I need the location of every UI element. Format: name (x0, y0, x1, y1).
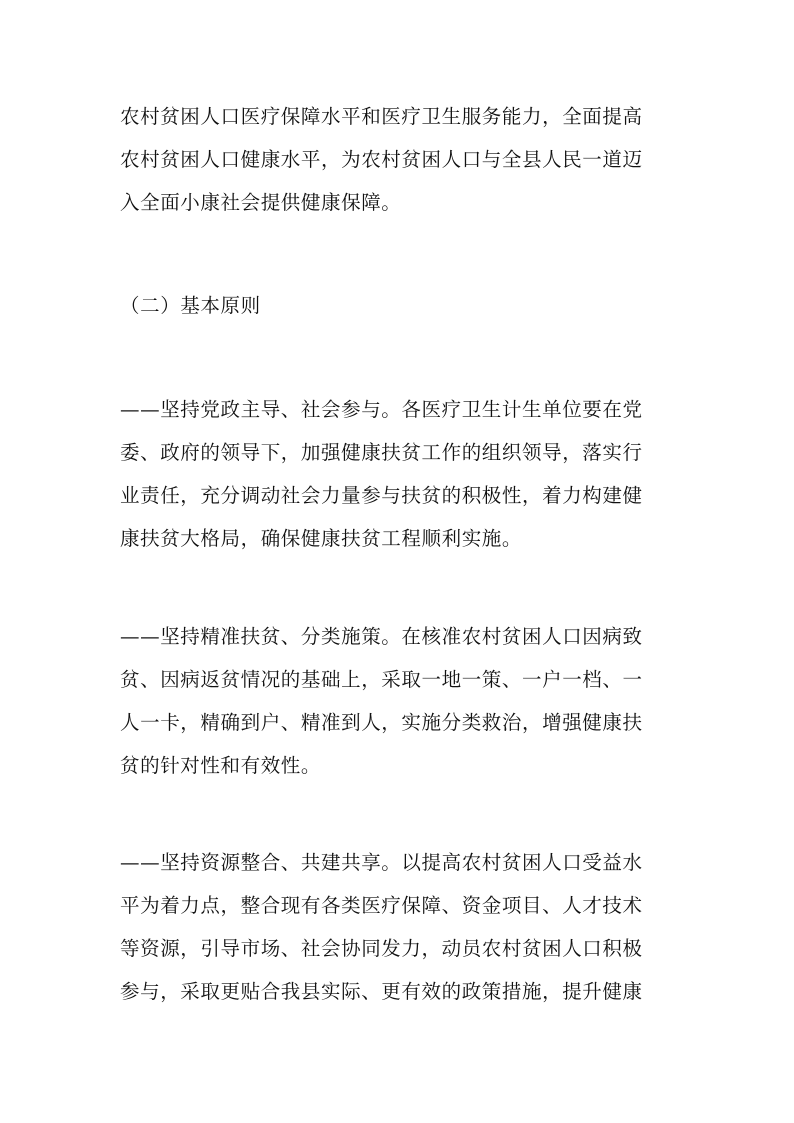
text-line: ——坚持党政主导、社会参与。各医疗卫生计生单位要在党 (120, 398, 643, 421)
section-heading: （二）基本原则 (120, 294, 261, 317)
text-line: 业责任，充分调动社会力量参与扶贫的积极性，着力构建健 (120, 484, 643, 507)
text-line: 农村贫困人口健康水平，为农村贫困人口与全县人民一道迈 (120, 148, 643, 171)
text-line: ——坚持资源整合、共建共享。以提高农村贫困人口受益水 (120, 851, 643, 874)
text-line: 康扶贫大格局，确保健康扶贫工程顺利实施。 (120, 527, 523, 550)
text-line: 贫的针对性和有效性。 (120, 754, 322, 777)
text-line: 等资源，引导市场、社会协同发力，动员农村贫困人口积极 (120, 937, 643, 960)
text-line: 平为着力点，整合现有各类医疗保障、资金项目、人才技术 (120, 894, 643, 917)
text-line: 农村贫困人口医疗保障水平和医疗卫生服务能力，全面提高 (120, 105, 643, 128)
text-line: ——坚持精准扶贫、分类施策。在核准农村贫困人口因病致 (120, 625, 643, 648)
text-line: 入全面小康社会提供健康保障。 (120, 191, 402, 214)
text-line: 参与，采取更贴合我县实际、更有效的政策措施，提升健康 (120, 980, 643, 1003)
text-line: 贫、因病返贫情况的基础上，采取一地一策、一户一档、一 (120, 668, 643, 691)
text-line: 委、政府的领导下，加强健康扶贫工作的组织领导，落实行 (120, 441, 643, 464)
text-line: 人一卡，精确到户、精准到人，实施分类救治，增强健康扶 (120, 711, 643, 734)
